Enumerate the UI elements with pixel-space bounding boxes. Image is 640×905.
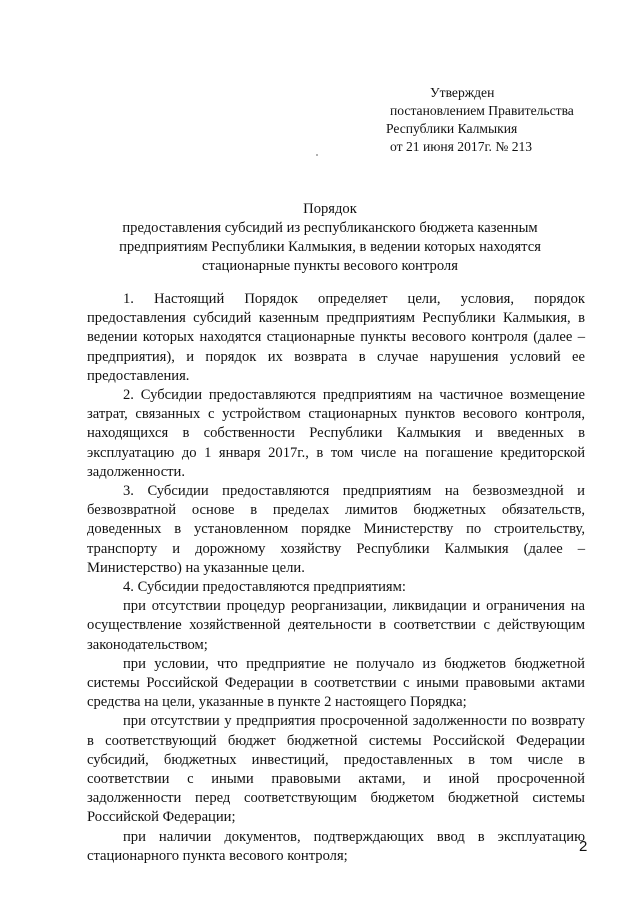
paragraph-4: 4. Субсидии предоставляются предприятиям: <box>123 579 406 596</box>
paragraph-2: 2. Субсидии предоставляются предприятиям на частичное возмещение затрат, связанных с устройством стационарных пунктов весового контроля, находящихся в собственности Республики Калмыкия и введенных в эксплуатацию до 1 января 2017г., в том числе на погашение кредиторской задолженности. <box>87 387 585 480</box>
scan-artifact <box>316 154 318 156</box>
approval-line-republic: Республики Калмыкия <box>386 121 518 136</box>
document-body <box>87 290 589 866</box>
title-line-2: предоставления субсидий из республиканского бюджета казенным <box>122 220 538 236</box>
title-line-3: предприятиям Республики Калмыкия, в ведении которых находятся <box>119 239 541 255</box>
condition-no-other-funds: при условии, что предприятие не получало из бюджетов бюджетной системы Российской Федерации в соответствии с иными правовыми актами средства на цели, указанные в пункте 2 настоящего Порядка; <box>87 655 585 711</box>
approval-stamp <box>386 84 626 156</box>
condition-no-reorganization: при отсутствии процедур реорганизации, ликвидации и ограничения на осуществление хозяйственной деятельности в соответствии с действующим законодательством; <box>87 598 585 653</box>
title-line-4: стационарные пункты весового контроля <box>202 258 458 274</box>
approval-line-resolution: постановлением Правительства <box>390 103 574 118</box>
condition-no-overdue-debt: при отсутствии у предприятия просроченной задолженности по возврату в соответствующий бюджет бюджетной системы Российской Федерации субсидий, бюджетных инвестиций, предоставленных в том числе в соответствии с иными правовыми актами, и иной просроченной задолженности перед соответствующим бюджетом бюджетной системы Российской Федерации; <box>87 713 585 826</box>
page-number: 2 <box>579 838 588 855</box>
paragraph-3: 3. Субсидии предоставляются предприятиям на безвозмездной и безвозвратной основе в пределах лимитов бюджетных обязательств, доведенных в установленном порядке Министерству по строительству, транспорту и дорожному хозяйству Республики Калмыкия (далее – Министерство) на указанные цели. <box>87 483 585 576</box>
paragraph-1: 1. Настоящий Порядок определяет цели, условия, порядок предоставления субсидий казенным предприятиям Республики Калмыкия, в ведении которых находятся стационарные пункты весового контроля (далее – предприятия), и порядок их возврата в случае нарушения условий ее предоставления. <box>87 291 589 384</box>
title-line-1: Порядок <box>303 201 357 217</box>
condition-commissioning-documents: при наличии документов, подтверждающих ввод в эксплуатацию стационарного пункта весового контроля; <box>87 828 585 864</box>
approval-line-approved: Утвержден <box>430 85 495 100</box>
approval-line-date-number: от 21 июня 2017г. № 213 <box>390 139 533 154</box>
document-title <box>90 200 570 276</box>
